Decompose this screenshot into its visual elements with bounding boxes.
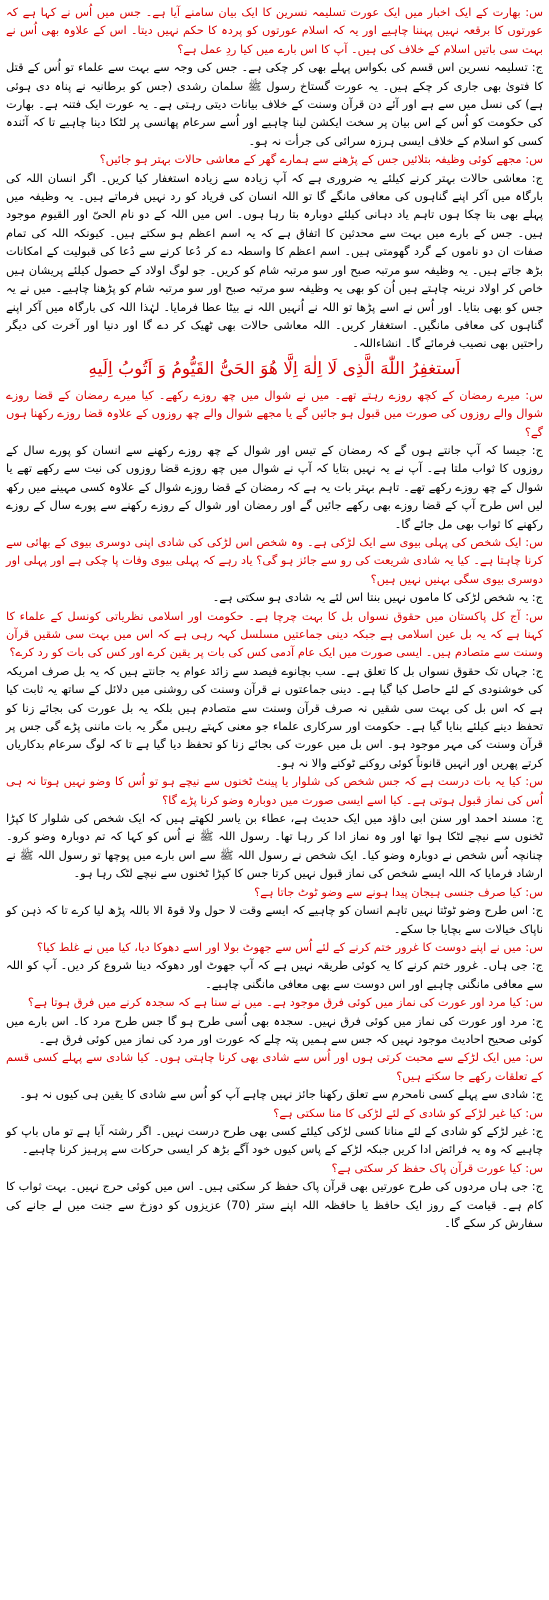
qa-item-4 [6, 533, 543, 607]
answer-text: ج: معاشی حالات بہتر کرنے کیلئے یہ ضروری ہے کہ آپ زیادہ سے زیادہ استغفار کیا کریں۔ اگر انسان اللہ کی بارگاہ میں آکر اپنے گناہوں کی معافی مانگے گا تو اللہ انسان کی فریاد کو رد نہیں فرماتے ہیں۔ یہ وظیفہ میں پہلے بھی بتا چکا ہوں تاہم یاد دہانی کیلئے دوبارہ بتا رہا ہوں۔ اس میں اللہ کے دو نام الحیّ اور القیوم موجود ہیں۔ جس کے بارے میں بہت سے محدثین کا اتفاق ہے کہ یہ اسم اعظم ہو سکتے ہیں۔ کیونکہ اللہ کی تمام صفات ان دو ناموں کے گرد گھومتی ہیں۔ اسم اعظم کا واسطہ دے کر دُعا کرنے سے دُعا کی قبولیت کے امکانات بڑھ جاتے ہیں۔ یہ وظیفہ سو مرتبہ صبح اور سو مرتبہ شام کو کریں۔ جو لوگ اولاد کے حصول کیلئے پریشان ہیں خاص کر اولاد نرینہ چاہتے ہیں اُن کو بھی یہ وظیفہ سو مرتبہ صبح اور سو مرتبہ شام کو پڑھنا چاہیے۔ میں نے یہ جس کو بھی بتایا۔ اور اُس نے اسے پڑھا تو اللہ نے اُنہیں اللہ نے بیٹا عطا فرمایا۔ لہٰذا اللہ کی بارگاہ میں آکر اپنے گناہوں کی معافی مانگیں۔ استغفار کریں۔ اللہ معاشی حالات بھی ٹھیک کر دے گا اور دنیا اور آخرت کی دیگر راحتیں بھی نصیب فرمائے گا۔ انشاءاللہ۔ [6, 170, 543, 351]
question-text: س: میرے رمضان کے کچھ روزے رہتے تھے۔ میں نے شوال میں چھ روزے رکھے۔ کیا میرے رمضان کے قضا روزے شوال والے روزوں کی صورت میں قبول ہو جائیں گے یا مجھے شوال والے چھ روزوں کے علاوہ قضا روزے رکھنا ہوں گے؟ [6, 387, 543, 439]
answer-text: ج: اس طرح وضو ٹوٹتا نہیں تاہم انسان کو چاہیے کہ ایسے وقت لا حول ولا قوۃ الا باللہ پڑھ لیا کرے تا کہ ذہن کو ناپاک خیالات سے بچایا جا سکے۔ [6, 903, 543, 936]
answer-text: ج: مسند احمد اور سنن ابی داؤد میں ایک حدیث ہے، عطاء بن یاسر لکھتے ہیں کہ ایک شخص کی شلوار کا کپڑا ٹخنوں سے نیچے لٹکا ہوا تھا اور وہ نماز ادا کر رہا تھا۔ رسول اللہ ﷺ نے اُس کو کہا کہ تم دوبارہ وضو کرو۔ چنانچہ اُس شخص نے دوبارہ وضو کیا۔ ایک شخص نے رسول اللہ ﷺ سے اس بارے میں پوچھا تو رسول اللہ ﷺ نے ارشاد فرمایا کہ اللہ ایسے شخص کی نماز قبول نہیں کرتا جس کا کپڑا ٹخنوں سے نیچے لٹک رہا ہو۔ [6, 811, 543, 881]
question-text: س: کیا غیر لڑکے کو شادی کے لئے لڑکی کا منا سکتی ہے؟ [273, 1105, 543, 1120]
answer-text: ج: یہ شخص لڑکی کا ماموں نہیں بنتا اس لئے یہ شادی ہو سکتی ہے۔ [212, 590, 543, 605]
qa-item-11 [6, 1104, 543, 1159]
answer-text: ج: جی ہاں۔ غرور ختم کرنے کا یہ کوئی طریقہ نہیں ہے کہ آپ جھوٹ اور دھوکہ دینا شروع کر دیں۔ آپ کو اللہ سے معافی مانگنی چاہیے اور اس دوست سے بھی معافی مانگنی چاہیے۔ [6, 958, 543, 991]
qa-item-6 [6, 772, 543, 882]
question-text: س: میں نے اپنے دوست کا غرور ختم کرنے کے لئے اُس سے جھوٹ بولا اور اسے دھوکا دیا، کیا میں نے غلط کیا؟ [36, 939, 543, 954]
question-text: س: کیا عورت قرآن پاک حفظ کر سکتی ہے؟ [331, 1160, 543, 1175]
qa-item-5 [6, 607, 543, 773]
question-text: س: کیا مرد اور عورت کی نماز میں کوئی فرق موجود ہے۔ میں نے سنا ہے کہ سجدہ کرنے میں فرق ہوتا ہے؟ [27, 995, 543, 1010]
answer-text: ج: جی ہاں مردوں کی طرح عورتیں بھی قرآن پاک حفظ کر سکتی ہیں۔ اس میں کوئی حرج نہیں۔ بہت ثواب کا کام ہے۔ قیامت کے روز ایک حافظ یا حافظہ اللہ اپنے ستر (70) عزیزوں کو دوزخ سے جنت میں لے جانے کی سفارش کر سکے گا۔ [6, 1179, 543, 1230]
question-text: س: بھارت کے ایک اخبار میں ایک عورت تسلیمہ نسرین کا ایک بیان سامنے آیا ہے۔ جس میں اُس نے کہا ہے کہ عورتوں کا برقعہ نہیں پہننا چاہیے اور یہ کہ اسلام عورتوں کو پردہ کا حکم نہیں دیتا۔ اس کے علاوہ بھی اُس نے بہت سی باتیں اسلام کے خلاف کی ہیں۔ آپ کا اس بارے میں کیا ردِ عمل ہے؟ [6, 5, 543, 56]
answer-text: ج: جیسا کہ آپ جانتے ہوں گے کہ رمضان کے تیس اور شوال کے چھ روزے رکھنے سے انسان کو پورے سال کے روزوں کا ثواب ملتا ہے۔ آپ نے یہ نہیں بتایا کہ آپ نے شوال میں چھ روزے قضا روزوں کی نیت سے رکھے تھے یا شوال کے چھ روزے رکھے تھے۔ تاہم بہتر بات یہ ہے کہ رمضان کے قضا روزے شوال کے علاوہ کسی مہینے میں رکھ لیں اس طرح آپ کے قضا روزے بھی رکھے جائیں گے اور رمضان اور شوال کے روزے رکھنے سے پورے سال کے روزے رکھنے کا ثواب بھی مل جائے گا۔ [6, 442, 543, 531]
qa-item-10 [6, 1048, 543, 1103]
answer-text: ج: تسلیمہ نسرین اس قسم کی بکواس پہلے بھی کر چکی ہے۔ جس کی وجہ سے بہت سے علماء تو اُس کے قتل کا فتویٰ بھی جاری کر چکے ہیں۔ یہ عورت گستاخ رسول ﷺ سلمان رشدی (جس کو برطانیہ نے پناہ دی ہوئی ہے) کی نسل میں سے ہے اور آئے دن قرآن وسنت کے خلاف بیانات دیتی رہتی ہے۔ یہ عورت ایک فتنہ ہے۔ بھارت کی حکومت کو اُس کے اس بیان پر سخت ایکشن لینا چاہیے اور اُسے سرعام پھانسی پر لٹکا دینا چاہیے تا کہ آئندہ کسی کو اسلام کے خلاف ایسی ہرزہ سرائی کی جرأت نہ ہو۔ [6, 60, 543, 148]
question-text: س: کیا صرف جنسی ہیجان پیدا ہونے سے وضو ٹوٹ جاتا ہے؟ [254, 884, 543, 899]
qa-item-1 [6, 3, 543, 150]
answer-text: ج: غیر لڑکے کو شادی کے لئے منانا کسی لڑکی کیلئے کسی بھی طرح درست نہیں۔ اگر رشتہ آیا ہے تو ماں باپ کو چاہیے کہ وہ یہ فرائض ادا کریں جبکہ لڑکے کے پاس کیوں خود آگے بڑھ کر ایسی حرکات سے پرہیز کرنا چاہیے۔ [6, 1123, 543, 1157]
question-text: س: میں ایک لڑکے سے محبت کرتی ہوں اور اُس سے شادی بھی کرنا چاہتی ہوں۔ کیا شادی سے پہلے کسی قسم کے تعلقات رکھے جا سکتے ہیں؟ [6, 1050, 543, 1083]
qa-item-12 [6, 1159, 543, 1233]
qa-item-2 [6, 150, 543, 352]
qa-item-9 [6, 993, 543, 1048]
arabic-dua: اَستغفِرُ اللّٰهَ الَّذِی لَا اِلٰهَ اِلَّا هُوَ الحَیُّ القَیُّومُ وَ اَتُوبُ اِلَیهِ [88, 358, 461, 379]
answer-text: ج: شادی سے پہلے کسی نامحرم سے تعلق رکھنا جائز نہیں چاہے آپ کو اُس سے شادی کا یقین ہی کیوں نہ ہو۔ [19, 1087, 543, 1102]
question-text: س: ایک شخص کی پہلی بیوی سے ایک لڑکی ہے۔ وہ شخص اس لڑکی کی شادی اپنی دوسری بیوی کے بھائی سے کرنا چاہتا ہے۔ کیا یہ شادی شریعت کی رو سے جائز ہو گی؟ یاد رہے کہ پہلی بیوی وفات پا چکی ہے اور پہلی اور دوسری بیوی سگی بہنیں نہیں ہیں؟ [6, 534, 543, 586]
qa-item-7 [6, 883, 543, 938]
question-text: س: کیا یہ بات درست ہے کہ جس شخص کی شلوار یا پینٹ ٹخنوں سے نیچے ہو تو اُس کا وضو نہیں ہوتا نہ ہی اُس کی نماز قبول ہوتی ہے۔ کیا اسے ایسی صورت میں دوبارہ وضو کرنا پڑے گا؟ [6, 774, 543, 807]
question-text: س: مجھے کوئی وظیفہ بتلائیں جس کے پڑھنے سے ہمارے گھر کے معاشی حالات بہتر ہو جائیں؟ [99, 152, 543, 167]
answer-text: ج: جہاں تک حقوق نسواں بل کا تعلق ہے۔ سب بچانوے فیصد سے زائد عوام یہ جانتے ہیں کہ یہ بل صرف امریکہ کی خوشنودی کے لئے حاصل کیا گیا ہے۔ دینی جماعتوں نے قرآن وسنت کی روشنی میں دلائل کے ساتھ یہ ثابت کیا ہے کہ اس بل کی بہت سی شقیں نہ صرف قرآن وسنت سے متصادم ہیں بلکہ یہ بل عورت کی بجائے زنا کو تحفظ دینے کیلئے بنایا گیا ہے۔ حکومت اور سرکاری علماء جو معنی کہتے رہیں مگر یہ بات ماننی پڑے گی جس پر قرآن وسنت کی مہر موجود ہو۔ اس بل میں عورت کی بجائے زنا کو تحفظ دیا گیا ہے تا کہ لوگ سرعام بدکاریاں کرتے پھریں اور انہیں قانوناً کوئی روکنے ٹوکنے والا نہ ہو۔ [6, 663, 543, 770]
qa-item-3 [6, 386, 543, 533]
answer-text: ج: مرد اور عورت کی نماز میں کوئی فرق نہیں۔ سجدہ بھی اُسی طرح ہو گا جس طرح مرد کا۔ اس بارے میں کوئی صحیح احادیث موجود نہیں کہ جس سے ہمیں پتہ چلے کہ عورت اور مرد کی نماز میں کوئی فرق ہے۔ [6, 1013, 543, 1046]
question-text: س: آج کل پاکستان میں حقوق نسواں بل کا بہت چرچا ہے۔ حکومت اور اسلامی نظریاتی کونسل کے علماء کا کہنا ہے کہ یہ بل عین اسلامی ہے جبکہ دینی جماعتیں مسلسل کہہ رہی ہے کہ اس میں بہت سی شقیں قرآن وسنت سے متصادم ہیں۔ ایسی صورت میں ایک عام آدمی کس کی بات پر یقین کرے اور کس کی بات کو رد کرے؟ [6, 608, 543, 660]
qa-item-8 [6, 938, 543, 993]
